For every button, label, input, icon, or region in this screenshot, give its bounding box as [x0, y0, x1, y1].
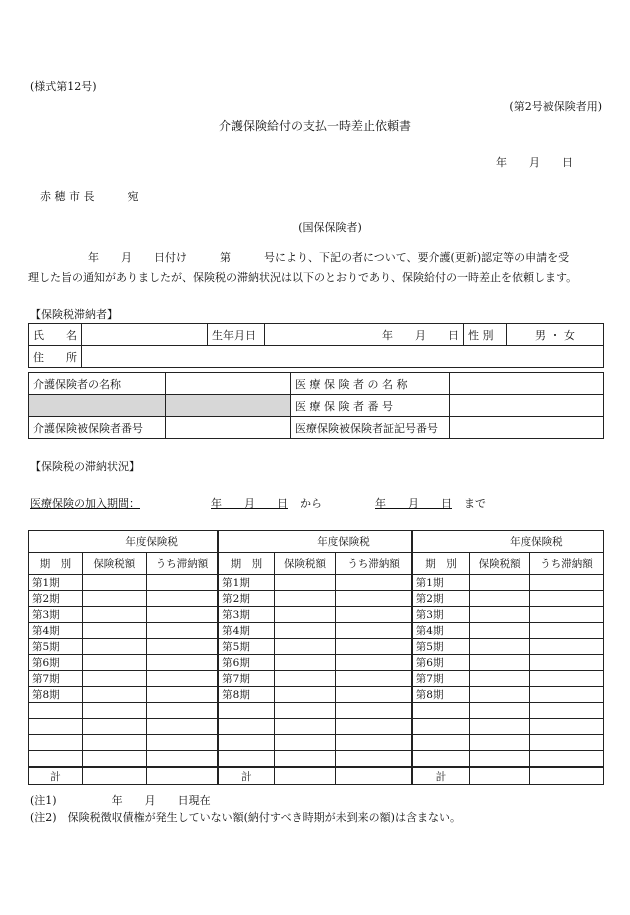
period-cell: 第3期	[412, 607, 470, 623]
address-field[interactable]	[82, 346, 604, 368]
arrears-cell[interactable]	[530, 687, 604, 703]
period-cell: 第6期	[29, 655, 83, 671]
arrears-cell[interactable]	[146, 639, 218, 655]
arrears-cell[interactable]	[530, 735, 604, 751]
arrears-cell[interactable]	[336, 639, 412, 655]
amount-cell[interactable]	[274, 703, 336, 719]
table-row	[29, 639, 604, 655]
iryo-insured-number-label: 医療保険被保険者証記号番号	[291, 417, 450, 439]
period-cell: 第1期	[412, 575, 470, 591]
amount-cell[interactable]	[470, 639, 530, 655]
table-row	[29, 687, 604, 703]
arrears-cell[interactable]	[530, 703, 604, 719]
amount-cell[interactable]	[470, 655, 530, 671]
amount-cell[interactable]	[274, 591, 336, 607]
col-amount: 保険税額	[470, 553, 530, 575]
period-cell-blank[interactable]	[218, 703, 274, 719]
date-line: 年 月 日	[496, 156, 573, 169]
amount-cell[interactable]	[470, 751, 530, 768]
arrears-cell[interactable]	[336, 655, 412, 671]
amount-cell[interactable]	[470, 623, 530, 639]
amount-cell[interactable]	[274, 687, 336, 703]
period-cell: 第7期	[412, 671, 470, 687]
insurer-table	[28, 372, 604, 439]
section-arrears-header: 【保険税の滞納状況】	[30, 460, 140, 473]
period-cell: 第2期	[218, 591, 274, 607]
amount-cell[interactable]	[470, 607, 530, 623]
period-cell-blank[interactable]	[412, 719, 470, 735]
total-row	[29, 767, 604, 785]
period-cell-blank[interactable]	[29, 751, 83, 768]
amount-cell[interactable]	[82, 719, 146, 735]
arrears-cell[interactable]	[146, 591, 218, 607]
period-cell-blank[interactable]	[412, 751, 470, 768]
arrears-cell[interactable]	[336, 591, 412, 607]
col-period: 期 別	[218, 553, 274, 575]
period-cell-blank[interactable]	[412, 703, 470, 719]
table-row	[29, 719, 604, 735]
grey-cell	[29, 395, 166, 417]
arrears-cell[interactable]	[146, 655, 218, 671]
iryo-insurer-number-field[interactable]	[450, 395, 604, 417]
amount-cell[interactable]	[470, 687, 530, 703]
amount-cell[interactable]	[82, 703, 146, 719]
grey-cell	[166, 395, 291, 417]
amount-cell[interactable]	[82, 575, 146, 591]
arrears-cell[interactable]	[146, 687, 218, 703]
table-row	[29, 591, 604, 607]
amount-cell[interactable]	[82, 639, 146, 655]
amount-cell[interactable]	[470, 719, 530, 735]
arrears-cell[interactable]	[336, 575, 412, 591]
body-line-2: 理した旨の通知がありましたが、保険税の滞納状況は以下のとおりであり、保険給付の一時差止を依頼します。	[28, 271, 578, 284]
arrears-cell[interactable]	[530, 751, 604, 768]
arrears-cell[interactable]	[336, 703, 412, 719]
total-label: 計	[218, 767, 274, 785]
body-line-1: 年 月 日付け 第 号により、下記の者について、要介護(更新)認定等の申請を受	[88, 251, 570, 264]
total-arrears-cell[interactable]	[336, 767, 412, 785]
note-1: (注1) 年 月 日現在	[30, 794, 211, 807]
amount-cell[interactable]	[470, 671, 530, 687]
year-header: 年度保険税	[412, 531, 604, 553]
arrears-cell[interactable]	[530, 591, 604, 607]
iryo-insurer-name-field[interactable]	[450, 373, 604, 395]
section-delinquent-header: 【保険税滞納者】	[30, 308, 118, 321]
period-cell: 第5期	[29, 639, 83, 655]
arrears-cell[interactable]	[336, 671, 412, 687]
period-to-field[interactable]: 年 月 日	[375, 497, 452, 510]
period-from-field[interactable]: 年 月 日	[211, 497, 288, 510]
amount-cell[interactable]	[470, 735, 530, 751]
amount-cell[interactable]	[470, 575, 530, 591]
col-period: 期 別	[29, 553, 83, 575]
arrears-cell[interactable]	[336, 687, 412, 703]
amount-cell[interactable]	[470, 703, 530, 719]
arrears-cell[interactable]	[146, 623, 218, 639]
arrears-cell[interactable]	[146, 671, 218, 687]
sender-label: (国保保険者)	[298, 221, 362, 234]
birth-label: 生年月日	[208, 324, 265, 346]
applicable-label: (第2号被保険者用)	[509, 100, 602, 113]
period-cell-blank[interactable]	[29, 735, 83, 751]
amount-cell[interactable]	[274, 655, 336, 671]
amount-cell[interactable]	[470, 591, 530, 607]
period-cell: 第8期	[218, 687, 274, 703]
total-amount-cell[interactable]	[274, 767, 336, 785]
period-cell-blank[interactable]	[29, 719, 83, 735]
amount-cell[interactable]	[82, 751, 146, 768]
arrears-cell[interactable]	[530, 655, 604, 671]
birth-field[interactable]: 年 月 日	[265, 324, 464, 346]
amount-cell[interactable]	[274, 751, 336, 768]
kaigo-insurer-name-label: 介護保険者の名称	[29, 373, 166, 395]
period-cell: 第1期	[29, 575, 83, 591]
table-row	[29, 655, 604, 671]
amount-cell[interactable]	[274, 639, 336, 655]
col-amount: 保険税額	[82, 553, 146, 575]
year-header: 年度保険税	[218, 531, 412, 553]
sex-field[interactable]: 男 ・ 女	[507, 324, 604, 346]
arrears-cell[interactable]	[336, 719, 412, 735]
period-cell-blank[interactable]	[218, 735, 274, 751]
period-cell: 第8期	[412, 687, 470, 703]
amount-cell[interactable]	[82, 607, 146, 623]
arrears-cell[interactable]	[146, 575, 218, 591]
document-title: 介護保険給付の支払一時差止依頼書	[218, 119, 411, 133]
sex-label: 性 別	[464, 324, 507, 346]
total-arrears-cell[interactable]	[530, 767, 604, 785]
period-cell: 第6期	[218, 655, 274, 671]
col-period: 期 別	[412, 553, 470, 575]
period-cell: 第2期	[412, 591, 470, 607]
arrears-cell[interactable]	[146, 751, 218, 768]
period-cell-blank[interactable]	[218, 751, 274, 768]
name-label: 氏 名	[29, 324, 82, 346]
table-row	[29, 703, 604, 719]
col-arrears: うち滞納額	[336, 553, 412, 575]
amount-cell[interactable]	[82, 735, 146, 751]
arrears-cell[interactable]	[530, 671, 604, 687]
total-label: 計	[412, 767, 470, 785]
kaigo-insured-number-label: 介護保険被保険者番号	[29, 417, 166, 439]
amount-cell[interactable]	[82, 655, 146, 671]
table-row	[29, 607, 604, 623]
delinquent-person-table	[28, 323, 604, 368]
amount-cell[interactable]	[82, 671, 146, 687]
amount-cell[interactable]	[274, 623, 336, 639]
period-cell-blank[interactable]	[412, 735, 470, 751]
kaigo-insured-number-field[interactable]	[166, 417, 291, 439]
kaigo-insurer-name-field[interactable]	[166, 373, 291, 395]
period-cell: 第5期	[218, 639, 274, 655]
iryo-insured-number-field[interactable]	[450, 417, 604, 439]
period-to-word: まで	[464, 497, 486, 510]
arrears-table	[28, 530, 604, 785]
arrears-cell[interactable]	[530, 639, 604, 655]
arrears-cell[interactable]	[336, 607, 412, 623]
arrears-cell[interactable]	[336, 735, 412, 751]
amount-cell[interactable]	[274, 719, 336, 735]
period-cell: 第7期	[218, 671, 274, 687]
amount-cell[interactable]	[274, 575, 336, 591]
address-label: 住 所	[29, 346, 82, 368]
period-cell: 第1期	[218, 575, 274, 591]
arrears-cell[interactable]	[530, 575, 604, 591]
period-label: 医療保険の加入期間：	[30, 497, 140, 510]
arrears-cell[interactable]	[336, 751, 412, 768]
arrears-cell[interactable]	[530, 623, 604, 639]
period-cell: 第4期	[218, 623, 274, 639]
form-number: (様式第12号)	[30, 80, 97, 93]
addressee: 赤 穂 市 長 宛	[40, 190, 139, 203]
iryo-insurer-number-label: 医 療 保 険 者 番 号	[291, 395, 450, 417]
arrears-cell[interactable]	[146, 703, 218, 719]
arrears-cell[interactable]	[530, 719, 604, 735]
table-row	[29, 671, 604, 687]
period-from-word: から	[300, 497, 322, 510]
period-cell-blank[interactable]	[29, 703, 83, 719]
total-arrears-cell[interactable]	[146, 767, 218, 785]
amount-cell[interactable]	[82, 687, 146, 703]
total-amount-cell[interactable]	[82, 767, 146, 785]
period-cell: 第3期	[218, 607, 274, 623]
amount-cell[interactable]	[82, 591, 146, 607]
amount-cell[interactable]	[82, 623, 146, 639]
amount-cell[interactable]	[274, 607, 336, 623]
table-row	[29, 623, 604, 639]
period-cell: 第3期	[29, 607, 83, 623]
table-row	[29, 735, 604, 751]
year-header: 年度保険税	[29, 531, 219, 553]
arrears-cell[interactable]	[336, 623, 412, 639]
total-amount-cell[interactable]	[470, 767, 530, 785]
period-cell: 第6期	[412, 655, 470, 671]
period-cell: 第5期	[412, 639, 470, 655]
name-field[interactable]	[82, 324, 208, 346]
arrears-cell[interactable]	[530, 607, 604, 623]
arrears-cell[interactable]	[146, 735, 218, 751]
note-2: (注2) 保険税徴収債権が発生していない額(納付すべき時期が未到来の額)は含まない。	[30, 811, 461, 824]
table-row	[29, 575, 604, 591]
period-line	[30, 495, 486, 511]
col-arrears: うち滞納額	[530, 553, 604, 575]
period-cell-blank[interactable]	[218, 719, 274, 735]
period-cell: 第8期	[29, 687, 83, 703]
col-amount: 保険税額	[274, 553, 336, 575]
arrears-cell[interactable]	[146, 719, 218, 735]
period-cell: 第4期	[29, 623, 83, 639]
total-label: 計	[29, 767, 83, 785]
iryo-insurer-name-label: 医 療 保 険 者 の 名 称	[291, 373, 450, 395]
table-row	[29, 751, 604, 768]
period-cell: 第4期	[412, 623, 470, 639]
amount-cell[interactable]	[274, 671, 336, 687]
period-cell: 第7期	[29, 671, 83, 687]
arrears-cell[interactable]	[146, 607, 218, 623]
period-cell: 第2期	[29, 591, 83, 607]
col-arrears: うち滞納額	[146, 553, 218, 575]
amount-cell[interactable]	[274, 735, 336, 751]
